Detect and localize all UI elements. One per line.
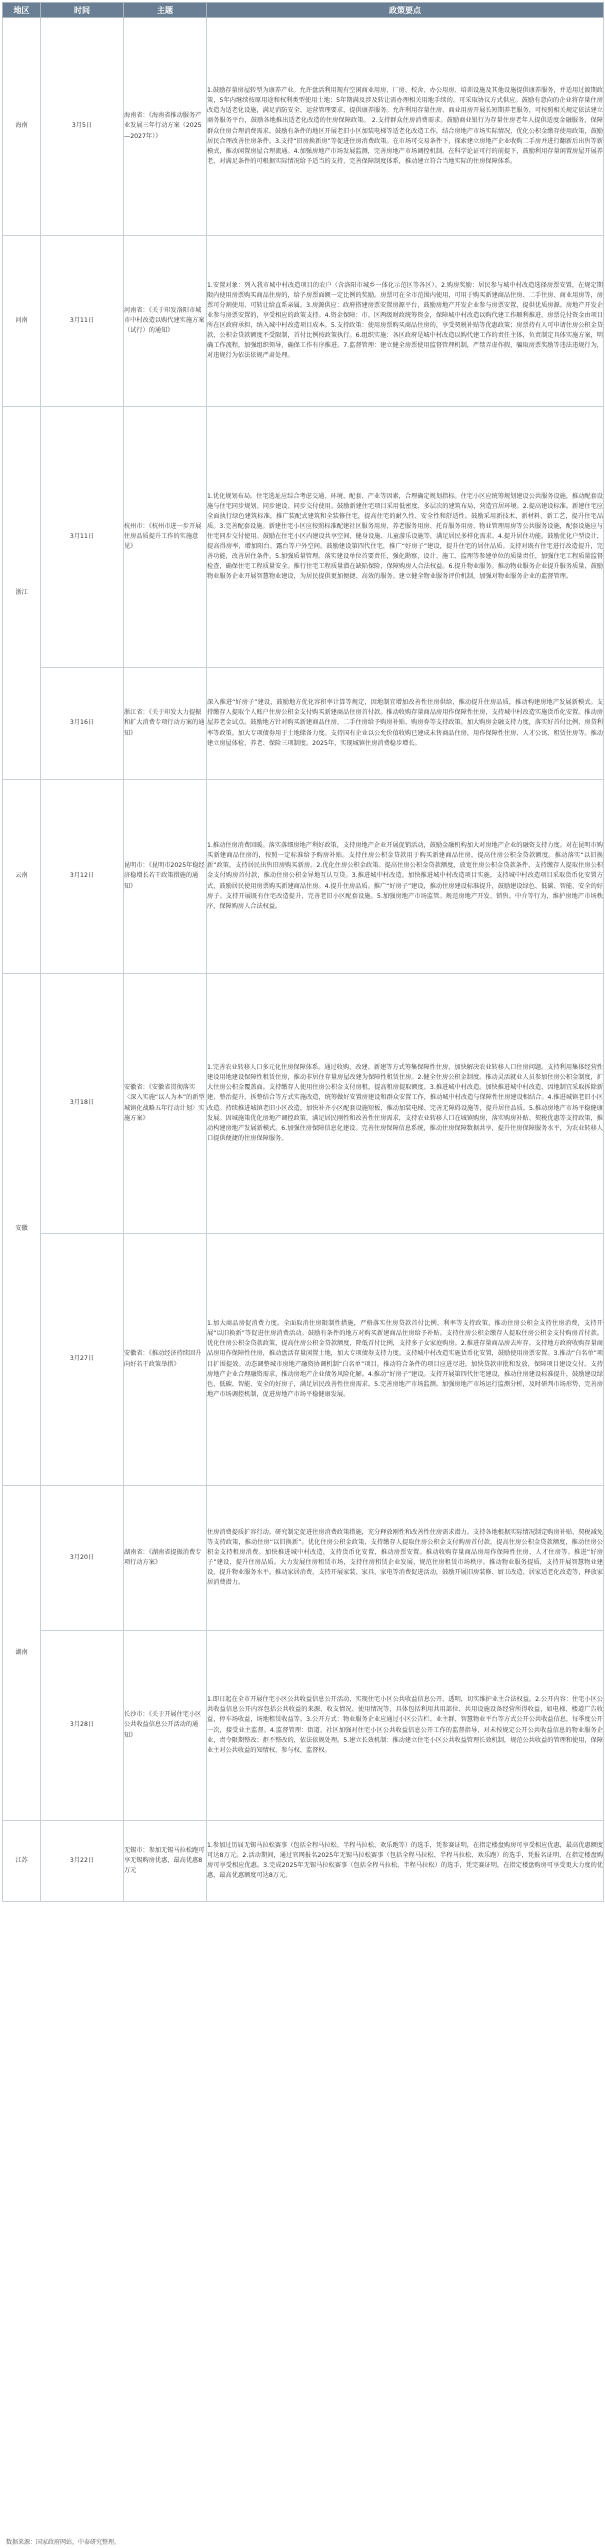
table-row — [3, 18, 604, 236]
table-row — [3, 1631, 604, 1821]
time-cell: 3月20日 — [41, 1486, 124, 1631]
source-note: 数据来源：国家政府网站，中泰研究整理。 — [6, 2539, 121, 2546]
time-cell: 3月28日 — [41, 1631, 124, 1821]
header-region: 地区 — [3, 3, 41, 18]
time-cell: 3月11日 — [41, 407, 124, 668]
theme-cell: 安徽省：《推动经济持续回升向好若干政策举措》 — [124, 1234, 207, 1486]
theme-cell: 安徽省：《安徽省贯彻落实〈深入实施“以人为本”的新型城镇化战略五年行动计划〉实施方案》 — [124, 974, 207, 1234]
policy-cell: 1.完善农业转移人口多元化住房保障体系。通过收购、改建、新建等方式筹集保障性住房，加快解决农业转移人口住房问题。支持利用集体经营性建设用地建设保障性租赁住房，推动非居住存量房屋改建为保障性租赁住房。2.健全住房公积金制度。推动灵活就业人员参加住房公积金制度，扩大住房公积金覆盖面。支持缴存人使用住房公积金支付房租，提高租房提取额度。3.推进城中村改造。加快推进城中村改造，因地制宜采取拆除新建、整治提升、拆整结合等方式实施改造，统筹做好安置房建设和群众安置工作，推动城中村改造与保障性住房建设相结合。4.推进城镇老旧小区改造。持续推进城镇老旧小区改造，加快补齐小区配套设施短板，推动加装电梯、完善无障碍设施等，提升居住品质。5.推动房地产市场平稳健康发展。因城施策优化房地产调控政策，满足居民刚性和改善性住房需求，支持农业转移人口在城镇购房，落实购房补贴、契税优惠等支持政策，推动构建房地产发展新模式。6.加强住房保障信息化建设。完善住房保障信息系统，推动住房保障数据共享，提升住房保障服务水平，为农业转移人口提供便捷的住房保障服务。 — [207, 974, 604, 1234]
region-cell: 江苏 — [3, 1821, 41, 1902]
table-row — [3, 1821, 604, 1902]
policy-cell: 1.优化规划布局。住宅选址应综合考虑交通、环境、配套、产业等因素，合理确定规划指标。住宅小区应统筹规划建设公共服务设施，推动配套设施与住宅同步规划、同步建设、同步交付使用。鼓励新建住宅项目采用低密度、多层次的建筑布局，营造宜居环境。2.提高建设标准。新建住宅应全面执行绿色建筑标准，推广装配式建筑和全装修住宅，提高住宅的耐久性、安全性和舒适性。鼓励采用新技术、新材料、新工艺，提升住宅品质。3.完善配套设施。新建住宅小区应按照标准配建社区服务用房、养老服务用房、托育服务用房、物业管理用房等公共服务设施，配套设施应与住宅同步交付使用。鼓励在住宅小区内建设共享空间、健身设施、儿童游乐设施等，满足居民多样化需求。4.提升居住功能。鼓励优化户型设计，提高得房率，增加阳台、露台等户外空间。鼓励建设第四代住宅，推广“好房子”建设，提升住宅的居住品质。支持对既有住宅进行改造提升，完善功能，改善居住条件。5.加强质量管理。落实建设单位首要责任，强化勘察、设计、施工、监理等参建单位的质量责任，加强住宅工程质量监督检查，确保住宅工程质量安全。推行住宅工程质量潜在缺陷保险，保障购房人合法权益。6.提升物业服务。推动物业服务企业提升服务质量，鼓励物业服务企业开展智慧物业建设，为居民提供更加便捷、高效的服务。建立健全物业服务评价机制，加强对物业服务企业的监督管理。 — [207, 407, 604, 668]
region-cell: 河南 — [3, 236, 41, 407]
header-theme: 主题 — [124, 3, 207, 18]
theme-cell: 河南省：《关于印发洛阳市城市中村改造以购代建实施方案（试行）的通知》 — [124, 236, 207, 407]
time-cell: 3月5日 — [41, 18, 124, 236]
policy-cell: 1.安置对象：列入我市城中村改造项目的农户（含洛阳市城乡一体化示范区等各区）。2.购房奖励：居民参与城中村改造选择房票安置，在规定期限内使用房票购买商品住房的，给予房票面额一定比例的奖励。房票可在全市范围内使用，可用于购买新建商品住房、二手住房、商业用房等，房票可分割使用、可转让给直系亲属。3.房源供应：政府搭建房票安置房源平台，鼓励房地产开发企业参与房票安置，提供优质房源。房地产开发企业参与房票安置的，享受相应的政策支持。4.资金保障：市、区两级财政统筹资金，保障城中村改造以购代建工作顺利推进，房票兑付资金由项目所在区政府承担，纳入城中村改造项目成本。5.支持政策：使用房票购买商品住房的，享受契税补贴等优惠政策；房票持有人可申请住房公积金贷款，公积金贷款额度不受限制，首付比例按政策执行。6.组织实施：各区政府是城中村改造以购代建工作的责任主体，负责制定具体实施方案，明确工作流程，加强组织领导，确保工作有序推进。7.监督管理：建立健全房票使用监督管理机制，严禁弄虚作假、骗取房票奖励等违法违规行为，对违规行为依法依规严肃处理。 — [207, 236, 604, 407]
region-cell: 海南 — [3, 18, 41, 236]
table-header-row — [3, 3, 604, 18]
table-row — [3, 668, 604, 780]
theme-cell: 无锡市：参加无锡马拉松跑可享无锡购房优惠，最高优惠8万元 — [124, 1821, 207, 1902]
header-policy: 政策要点 — [207, 3, 604, 18]
theme-cell: 长沙市：《关于开展住宅小区公共收益信息公开活动的通知》 — [124, 1631, 207, 1821]
policy-cell: 1.鼓励存量房屋转型为康养产业。允许盘活利用现有空闲商业用房、厂房、校舍、办公用房、培训设施及其他设施提供康养服务，并适用过渡期政策，5年内继续按原用途和权利类型使用土地；5年期满及涉及转让需办理相关用地手续的，可采取协议方式供应。鼓励有意向的企业将存量住房改造为适老化设施，满足消防安全、运营管理要求，提供康养服务。允许利用存量住房、商业用房开展长短期养老服务，可按照相关规定依法建立商务服务平台，鼓励各地推出适老化改造的住房保障政策。 2.支持群众住房消费需求。鼓励商业银行为存量住房老年人提供适度金融服务，保障群众住房合理消费需求。鼓励有条件的地区开展老旧小区加装电梯等适老化改造工作，结合房地产市场实际情况，优化公积金缴存使用政策，鼓励居民合理改善住房条件。3.支持“旧房换新房”等促进住房消费政策。在市场可交易条件下，探索建立房地产企业收购二手房并进行翻新后出售等新模式，推动闲置房屋合理流通。4.加强房地产市场发展监测，完善房地产市场调控机制。在科学论证可行的前提下，鼓励利用存量闲置房屋开展养老，对满足条件的可根据实际情况给予适当的支持，完善保障制度体系，推动建立符合当地实际的住房保障体系。 — [207, 18, 604, 236]
policy-table — [2, 2, 604, 1902]
table-row — [3, 1234, 604, 1486]
theme-cell: 湖南省：《湖南省提振消费专项行动方案》 — [124, 1486, 207, 1631]
theme-cell: 杭州市：《杭州市进一步开展住房品质提升工作的实施意见》 — [124, 407, 207, 668]
time-cell: 3月18日 — [41, 974, 124, 1234]
policy-cell: 1.即日起在全市开展住宅小区公共收益信息公开活动，实现住宅小区公共收益信息公开、透明，切实维护业主合法权益。2.公开内容：住宅小区公共收益信息公开内容包括公共收益的来源、收支情况、使用情况等，具体包括利用共用部位、共用设施设备经营所得收益，如电梯、楼道广告收益，停车场收益，场地租赁收益等。3.公开方式：物业服务企业应通过小区公告栏、业主群、智慧物业平台等方式公开公共收益信息，每季度公开一次，接受业主监督。4.监督管理：街道、社区加强对住宅小区公共收益信息公开工作的监督指导，对未按规定公开公共收益信息的物业服务企业，责令限期整改；拒不整改的，依法依规处理。5.建立长效机制：推动建立住宅小区公共收益管理长效机制，规范公共收益的管理和使用，保障业主对公共收益的知情权、参与权、监督权。 — [207, 1631, 604, 1821]
policy-cell: 1.加大商品房促消费力度。全面取消住房限制性措施，严格落实住房贷款首付比例、利率等支持政策，推动住房公积金支持住房消费，支持开展“以旧换新”等促进住房消费活动。鼓励有条件的地方对购买新建商品住房给予补贴。支持住房公积金缴存人提取住房公积金支付购房首付款。优化住房公积金贷款政策，提高住房公积金贷款额度，降低首付比例，支持多子女家庭购房。2.推进存量商品房去库存。支持地方政府收购存量商品房用作保障性住房，推动盘活存量闲置土地，加大专项债券支持力度。支持城中村改造实施货币化安置，鼓励使用房票安置。3.推动“白名单”项目扩围提效。动态调整城市房地产融资协调机制“白名单”项目，推动符合条件的项目应进尽进，加快贷款审批和发放，保障项目建设交付。支持房地产企业合理融资需求，推动房地产企业债务风险化解。4.推动“好房子”建设。支持开展第四代住宅建设，推动住房建设标准提升，鼓励建设绿色、低碳、智能、安全的好房子，满足居民改善性住房需求。5.完善房地产市场监测。加强房地产市场运行监测分析，及时研判市场形势，完善房地产市场调控机制，促进房地产市场平稳健康发展。 — [207, 1234, 604, 1486]
time-cell: 3月27日 — [41, 1234, 124, 1486]
time-cell: 3月12日 — [41, 780, 124, 974]
region-cell: 湖南 — [3, 1486, 41, 1821]
time-cell: 3月16日 — [41, 668, 124, 780]
policy-cell: 1.参加过历届无锡马拉松赛事（包括全程马拉松、半程马拉松、欢乐跑等）的选手，凭参赛证明，在指定楼盘购房可享受相应优惠，最高优惠额度可达8万元。2.活动期间，通过官网报名2025年无锡马拉松赛事（包括全程马拉松、半程马拉松、欢乐跑）的选手，凭报名证明，在指定楼盘购房可享受相应优惠。3.完成2025年无锡马拉松赛事（包括全程马拉松、半程马拉松）的选手，凭完赛证明，在指定楼盘购房可享受更大力度的优惠，最高优惠额度可达8万元。 — [207, 1821, 604, 1902]
policy-cell: 深入推进“好房子”建设，鼓励地方优化容积率计算等规定，因地制宜增加改善性住房供给，推动提升住房品质，推动构建房地产发展新模式。支持缴存人提取个人账户住房公积金支付购买新建商品住房首付款。推动收购存量商品房用作保障性住房，支持城中村改造实施货币化安置。推动房屋养老金试点。鼓励地方针对购买新建商品住房、二手住房给予购房补贴、购房券等支持政策。加大购房金融支持力度，落实好首付比例、房贷利率等政策。加大专项债券用于土地储备力度。支持国有企业以公允价值收购已建成未售商品住房，用作保障性住房、人才公寓、租赁住房等。推动建立房屋体检、养老、保险三项制度。2025年，实现城镇住房消费稳步增长。 — [207, 668, 604, 780]
region-cell: 云南 — [3, 780, 41, 974]
table-row — [3, 780, 604, 974]
header-time: 时间 — [41, 3, 124, 18]
policy-cell: 住房消费提质扩容行动。研究制定促进住房消费政策措施，充分释放刚性和改善性住房需求潜力。支持各地根据实际情况制定购房补贴、契税减免等支持政策，推动住房“以旧换新”。优化住房公积金政策，支持缴存人提取住房公积金支付购房首付款，提高住房公积金贷款额度，推动住房公积金支持租房消费。加快推进城中村改造，支持货币化安置，推动房票安置。推动收购存量商品房用作保障性住房、人才住房等。推进“好房子”建设，提升住房品质。大力发展住房租赁市场，支持住房租赁企业发展，规范住房租赁市场秩序。推动物业服务提质，支持开展智慧物业建设，提升物业服务水平。推动家居消费，支持开展家装、家具、家电等消费促进活动，鼓励开展旧房装修、厨卫改造、居家适老化改造等，释放家居消费潜力。 — [207, 1486, 604, 1631]
table-row — [3, 974, 604, 1234]
time-cell: 3月11日 — [41, 236, 124, 407]
policy-cell: 1.推动住房消费回暖。落实落细房地产利好政策，支持房地产企业开展促销活动，鼓励金融机构加大对房地产企业的融资支持力度。对在昆明市购买新建商品住房的，按照一定标准给予购房补贴。支持住房公积金贷款用于购买新建商品住房，提高住房公积金贷款额度。推动落实“以旧换新”政策，支持居民出售旧房购买新房。2.优化住房公积金政策。提高住房公积金贷款额度，放宽住房公积金贷款条件，支持缴存人提取住房公积金支付购房首付款，推动住房公积金异地互认互贷。3.推进城中村改造。加快推进城中村改造项目实施，支持城中村改造项目采取货币化安置方式，鼓励居民使用房票购买新建商品住房。4.提升住房品质。推广“好房子”建设，推动住房建设标准提升，鼓励建设绿色、低碳、智能、安全的好房子。支持开展既有住宅改造提升，完善老旧小区配套设施。5.加强房地产市场监管。规范房地产开发、销售、中介等行为，维护房地产市场秩序，保障购房人合法权益。 — [207, 780, 604, 974]
table-row — [3, 1486, 604, 1631]
region-cell: 安徽 — [3, 974, 41, 1486]
time-cell: 3月22日 — [41, 1821, 124, 1902]
theme-cell: 昆明市：《昆明市2025年稳经济稳增长若干政策措施的通知》 — [124, 780, 207, 974]
theme-cell: 浙江省：《关于印发大力提振和扩大消费专项行动方案的通知》 — [124, 668, 207, 780]
table-row — [3, 407, 604, 668]
region-cell: 浙江 — [3, 407, 41, 780]
theme-cell: 海南省：《海南省推动服务产业发展三年行动方案（2025—2027年）》 — [124, 18, 207, 236]
table-row — [3, 236, 604, 407]
